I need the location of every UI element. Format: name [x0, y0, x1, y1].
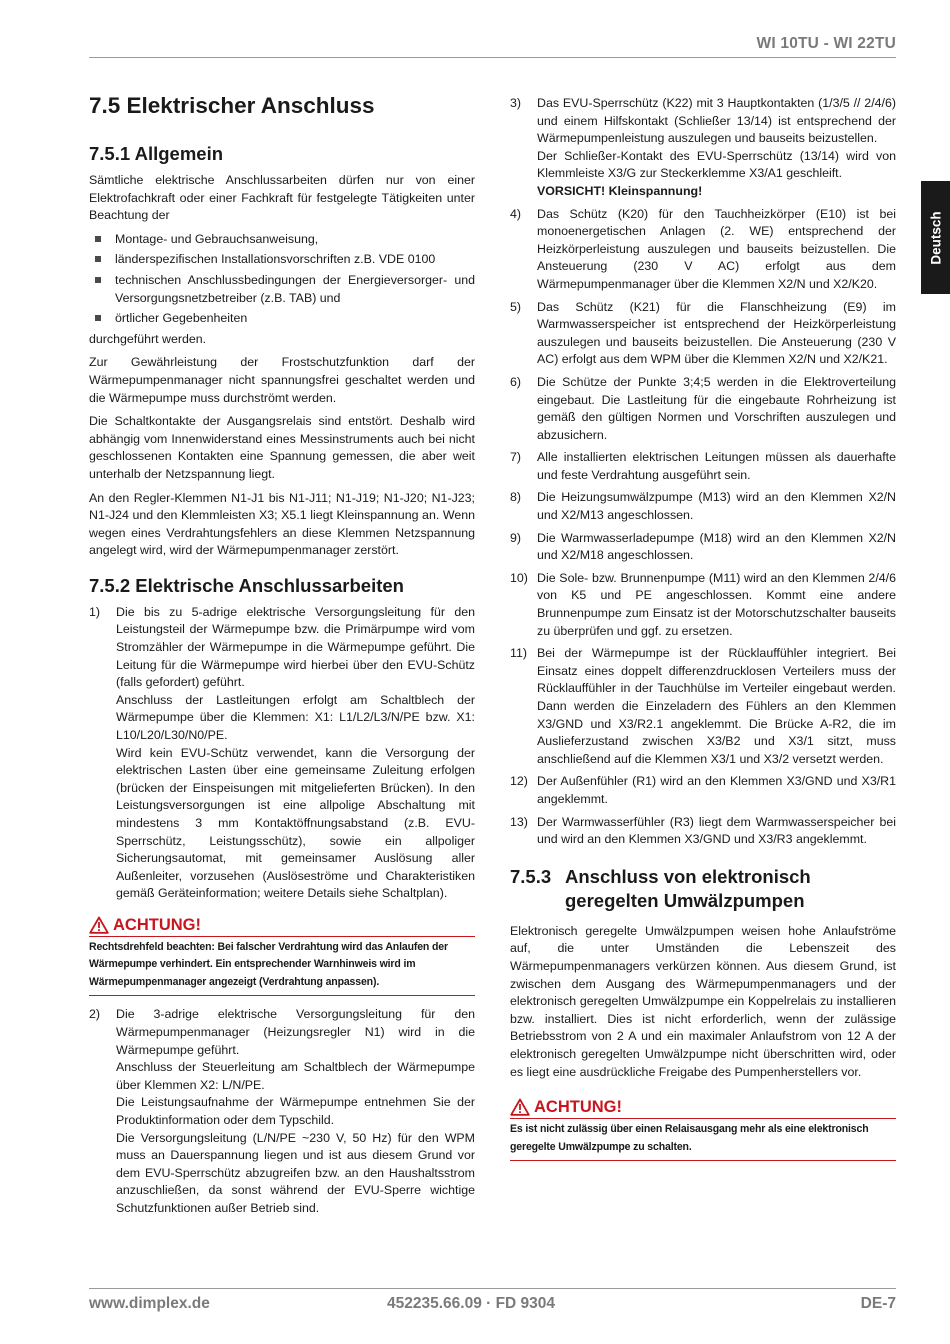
subsection-heading-7-5-1: 7.5.1 Allgemein	[89, 143, 224, 164]
list-item	[510, 374, 896, 444]
list-item	[510, 645, 896, 768]
footer-divider	[89, 1288, 896, 1289]
list-number: 7)	[510, 450, 522, 465]
list-item	[510, 449, 896, 484]
paragraph: Elektronisch geregelte Umwälzpumpen weisen hohe Anlaufströme auf, die unter Umständen die Lebenszeit des Wärmepumpenmanagers verkürzen können. Aus diesem Grund, ist zwischen dem Ausgang des Wärmepumpenmanagers und der elektronisch geregelten Umwälzpumpe ein Koppelrelais zu installieren bzw. installiert. Dies ist nicht erforderlich, wenn der zulässige Betriebsstrom von 2 A und ein maximaler Anlaufstrom von 12 A der elektronisch geregelten Umwälzpumpe nicht überschritten wird, oder es liegt eine ausdrückliche Freigabe des Pumpenherstellers vor.	[510, 923, 896, 1079]
list-paragraph: Die Versorgungsleitung (L/N/PE ~230 V, 50 Hz) für den WPM muss an Dauerspannung liegen und ist aus diesem Grund vor dem EVU-Sperrschütz abzugreifen bzw. an den Haushaltsstrom anzuschließen, da sonst während der EVU-Sperre wichtige Schutzfunktionen außer Betrieb sind.	[116, 1130, 475, 1215]
list-number: 10)	[510, 570, 528, 585]
heading-text: Anschluss von elektronisch geregelten Umwälzpumpen	[565, 865, 811, 911]
warning-triangle-icon	[89, 916, 109, 934]
list-number: 11)	[510, 646, 527, 661]
left-column	[89, 92, 475, 1223]
list-paragraph: Bei der Wärmepumpe ist der Rücklauffühler integriert. Bei Einsatz eines doppelt differenzdrucklosen Verteilers muss der Rücklauffühler in der Tauchhülse im Verteiler eingebaut werden. Dann werden die Einzeladern des Fühlers an den Klemmen X3/GND und X3/R2.1 angeklemmt. Die Brücke A-R2, die im Auslieferzustand zwischen X3/B2 und X3/1 sitzt, muss anschließend auf die Klemmen X3/1 und X3/2 versetzt werden.	[537, 646, 896, 766]
list-paragraph: Die Schütze der Punkte 3;4;5 werden in die Elektroverteilung eingebaut. Die Lastleitung für die eingebaute Rohrheizung ist gemäß den gültigen Normen und Vorschriften auszulegen und abzusichern.	[537, 374, 896, 442]
list-number: 2)	[89, 1007, 101, 1022]
right-column	[510, 95, 896, 1171]
warning-divider-bottom	[510, 1160, 896, 1161]
list-paragraph: Anschluss der Steuerleitung am Schaltblech der Wärmepumpe über Klemmen X2: L/N/PE.	[116, 1060, 475, 1092]
list-number: 12)	[510, 774, 528, 789]
footer-website-link[interactable]: www.dimplex.de	[89, 1295, 210, 1312]
list-paragraph: Der Außenfühler (R1) wird an den Klemmen X3/GND und X3/R1 angeklemmt.	[537, 774, 896, 806]
list-item	[89, 1006, 475, 1217]
list-item	[510, 489, 896, 524]
bullet-item: Montage- und Gebrauchsanweisung,	[89, 231, 475, 249]
warning-heading	[89, 915, 475, 935]
caution-text: VORSICHT! Kleinspannung!	[537, 183, 703, 198]
list-paragraph: Die Sole- bzw. Brunnenpumpe (M11) wird an den Klemmen 2/4/6 von K5 und PE angeschlossen. Kommt eine andere Brunnenpumpe zum Einsatz ist der Motorschutzschalter bauseits zu überprüfen und ggf. zu ersetzen.	[537, 570, 896, 638]
numbered-list	[89, 604, 475, 903]
bullet-item: technischen Anschlussbedingungen der Energieversorger- und Versorgungsnetzbetreiber (z.B. TAB) und	[89, 272, 475, 307]
list-item	[510, 530, 896, 565]
paragraph: Die Schaltkontakte der Ausgangsrelais sind entstört. Deshalb wird abhängig vom Innenwiderstand eines Messinstruments auch bei nicht geschlossenen Kontakten eine Spannung gemessen, die aber weit unterhalb der Netzspannung liegt.	[89, 414, 475, 481]
language-tab[interactable]	[921, 181, 950, 294]
list-paragraph: Die Leistungsaufnahme der Wärmepumpe entnehmen Sie der Produktinformation oder dem Typschild.	[116, 1095, 475, 1128]
list-paragraph: Die bis zu 5-adrige elektrische Versorgungsleitung für den Leistungsteil der Wärmepumpe bzw. die Primärpumpe wird vom Stromzähler der Wärmepumpe in die Wärmepumpe geführt. Die Leitung für die Wärmepumpe wird hierbei über den EVU-Schütz (falls gefordert) geführt.	[116, 604, 475, 690]
paragraph: Zur Gewährleistung der Frostschutzfunktion darf der Wärmepumpenmanager nicht spannungsfrei geschaltet werden und die Wärmepumpe muss durchströmt werden.	[89, 355, 475, 405]
list-paragraph: Die Heizungsumwälzpumpe (M13) wird an den Klemmen X2/N und X2/M13 angeschlossen.	[537, 490, 896, 523]
list-number: 3)	[510, 96, 522, 110]
paragraph: Sämtliche elektrische Anschlussarbeiten dürfen nur von einer Elektrofachkraft oder einer Fachkraft für festgelegte Tätigkeiten unter Beachtung der	[89, 173, 475, 223]
list-item	[510, 206, 896, 294]
list-paragraph: Das Schütz (K21) für die Flanschheizung (E9) im Warmwasserspeicher ist entsprechend der Heizkörperleistung auszulegen und bauseits beizustellen. Die Ansteuerung (230 V AC) erfolgt aus dem WPM über die Klemmen X2/N und X2/K21.	[537, 299, 896, 367]
header-title: WI 10TU - WI 22TU	[756, 35, 896, 52]
section-heading-7-5: 7.5 Elektrischer Anschluss	[89, 93, 375, 118]
bullet-list	[89, 231, 475, 328]
numbered-list	[510, 95, 896, 849]
warning-triangle-icon	[510, 1098, 530, 1116]
paragraph: An den Regler-Klemmen N1-J1 bis N1-J11; N1-J19; N1-J20; N1-J23; N1-J24 und den Klemmleisten X3; X5.1 liegt Kleinspannung an. Wenn wegen eines Verdrahtungsfehlers an diese Klemmen Netzspannung angelegt wird, wird der Wärmepumpenmanager zerstört.	[89, 490, 475, 558]
list-item	[510, 570, 896, 640]
subsection-heading-7-5-3	[510, 865, 896, 913]
list-number: 1)	[89, 604, 101, 619]
list-paragraph: Das Schütz (K20) für den Tauchheizkörper (E10) ist bei monoenergetischen Anlagen (2. WE) entsprechend der Heizkörperleistung auszulegen und bauseits beizustellen. Die Ansteuerung (230 V AC) erfolgt aus dem Wärmepumpenmanager über die Klemmen X2/N und X2/K20.	[537, 206, 896, 291]
list-number: 6)	[510, 374, 522, 389]
warning-box	[510, 1097, 896, 1161]
warning-text: Es ist nicht zulässig über einen Relaisausgang mehr als eine elektronisch geregelte Umwälzpumpe zu schalten.	[510, 1123, 869, 1153]
warning-title: ACHTUNG!	[534, 1098, 622, 1117]
list-item	[510, 814, 896, 849]
header-divider	[89, 57, 896, 58]
list-paragraph: Die Warmwasserladepumpe (M18) wird an den Klemmen X2/N und X2/M18 angeschlossen.	[537, 530, 896, 563]
list-number: 9)	[510, 530, 522, 545]
list-paragraph: Wird kein EVU-Schütz verwendet, kann die Versorgung der elektrischen Lasten über eine gemeinsame Zuleitung erfolgen (brücken der Einspeisungen mit mitgelieferten Brücken). In den Leistungsversorgungen ist eine allpolige Abschaltung mit mindestens 3 mm Kontaktöffnungsabstand (z.B. EVU-Sperrschütz, Leistungsschütz), sowie ein allpoliger Sicherungsautomat, mit gemeinsamer Auslösung aller Außenleiter, vorzusehen (Auslöseströme und Charakteristiken gemäß Geräteinformation; weitere Details siehe Schaltplan).	[116, 745, 475, 901]
list-paragraph: Die 3-adrige elektrische Versorgungsleitung für den Wärmepumpenmanager (Heizungsregler N1) wird in die Wärmepumpe geführt.	[116, 1007, 475, 1057]
heading-number: 7.5.3	[510, 865, 552, 887]
list-number: 8)	[510, 490, 522, 505]
paragraph: durchgeführt werden.	[89, 331, 207, 346]
list-number: 13)	[510, 814, 528, 829]
warning-box	[89, 915, 475, 997]
list-number: 4)	[510, 206, 522, 221]
list-paragraph: Der Warmwasserfühler (R3) liegt dem Warmwasserspeicher bei und wird an den Klemmen X3/GND und X3/R3 angeklemmt.	[537, 814, 896, 847]
warning-divider-bottom	[89, 995, 475, 996]
warning-text: Rechtsdrehfeld beachten: Bei falscher Verdrahtung wird das Anlaufen der Wärmepumpe verhindert. Ein entsprechender Warnhinweis wird im Wärmepumpenmanager angezeigt (Verdrahtung anpassen).	[89, 940, 448, 988]
list-item	[89, 604, 475, 903]
list-item	[510, 299, 896, 369]
list-paragraph: Alle installierten elektrischen Leitungen müssen als dauerhafte und feste Verdrahtung ausgeführt sein.	[537, 450, 896, 482]
list-paragraph: Das EVU-Sperrschütz (K22) mit 3 Hauptkontakten (1/3/5 // 2/4/6) und einem Hilfskontakt (Schließer 13/14) ist entsprechend der Wärmepumpenleistung auszulegen und bauseits beizustellen.	[537, 96, 896, 146]
bullet-item: örtlicher Gegebenheiten	[89, 310, 475, 328]
list-item	[510, 773, 896, 808]
footer-page-number: DE-7	[860, 1295, 896, 1312]
list-number: 5)	[510, 299, 522, 314]
numbered-list	[89, 1006, 475, 1217]
warning-title: ACHTUNG!	[113, 915, 201, 934]
list-paragraph: Anschluss der Lastleitungen erfolgt am Schaltblech der Wärmepumpe über die Klemmen: X1: L1/L2/L3/N/PE bzw. X1: L10/L20/L30/N0/PE.	[116, 692, 475, 743]
warning-heading	[510, 1097, 896, 1117]
bullet-item: länderspezifischen Installationsvorschriften z.B. VDE 0100	[89, 251, 475, 269]
list-paragraph: Der Schließer-Kontakt des EVU-Sperrschütz (13/14) wird von Klemmleiste X3/G zur Steckerklemme X3/A1 geschleift.	[537, 148, 896, 181]
footer-doc-number: 452235.66.09 · FD 9304	[387, 1295, 556, 1312]
list-item	[510, 95, 896, 201]
language-tab-label: Deutsch	[928, 210, 943, 265]
subsection-heading-7-5-2: 7.5.2 Elektrische Anschlussarbeiten	[89, 574, 404, 596]
